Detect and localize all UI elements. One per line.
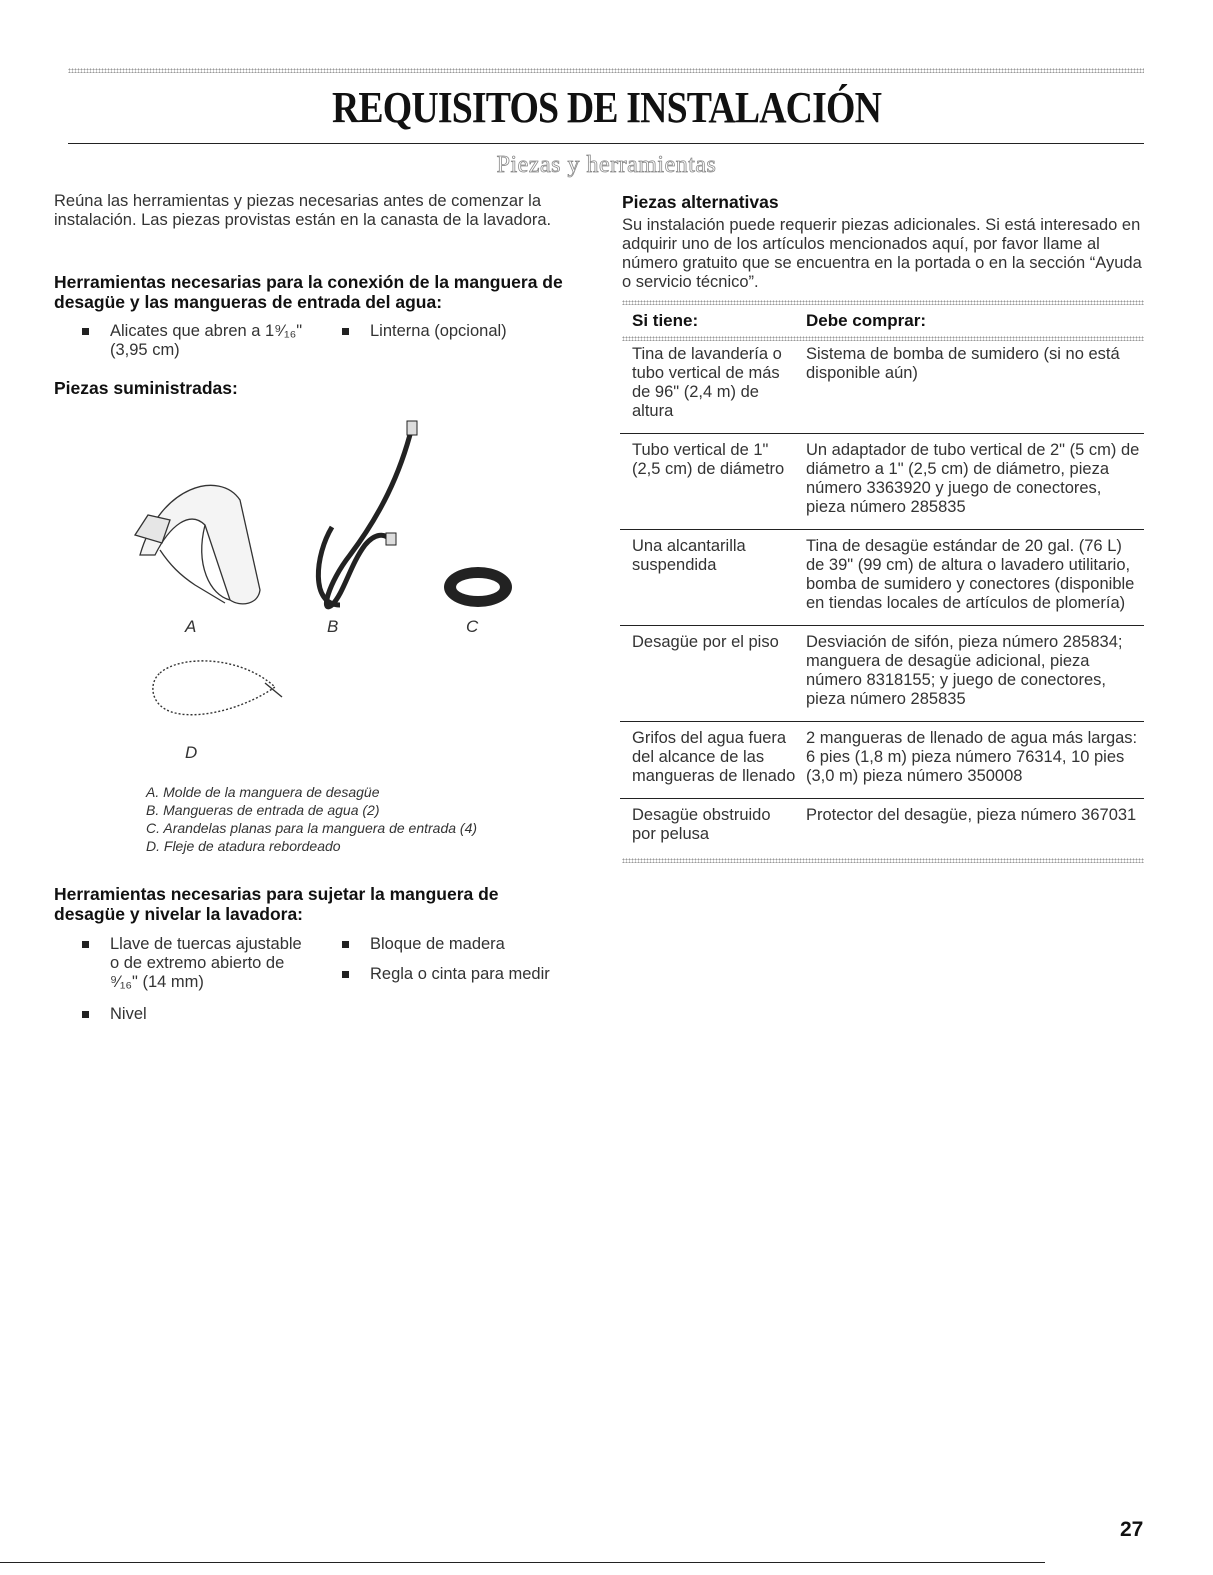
part-letter-a: A <box>185 617 197 636</box>
part-letter-b: B <box>327 617 339 636</box>
table-row <box>620 530 1144 626</box>
title-rule <box>68 143 1144 144</box>
caption-a: A. Molde de la manguera de desagüe <box>146 784 380 800</box>
tool-item <box>342 935 562 957</box>
part-letter-d: D <box>185 743 198 762</box>
table-row <box>620 626 1144 722</box>
table-row <box>620 722 1144 799</box>
cell-buy: Desviación de sifón, pieza número 285834; manguera de desagüe adicional, pieza número 8318155; y juego de conectores, pieza número 285835 <box>798 626 1144 722</box>
table-header-rule <box>622 336 1144 341</box>
flat-washer-image <box>444 567 512 607</box>
alt-parts-table <box>620 308 1144 856</box>
tool-item <box>82 935 322 997</box>
table-row <box>620 799 1144 857</box>
drain-hose-form-image <box>135 485 260 604</box>
section-subtitle: Piezas y herramientas <box>496 152 717 178</box>
table-row <box>620 338 1144 434</box>
table-header-row <box>620 308 1144 338</box>
table-bottom-rule <box>622 858 1144 863</box>
bullet-icon <box>82 328 89 335</box>
cell-buy: Tina de desagüe estándar de 20 gal. (76 L) de 39" (99 cm) de altura o lavadero utilitario, bomba de sumidero y conectores (disponible en tiendas locales de artículos de plomería) <box>798 530 1144 626</box>
tool-item-text: Regla o cinta para medir <box>370 965 550 983</box>
tools-heading: Herramientas necesarias para la conexión de la manguera de desagüe y las mangueras de entrada del agua: <box>54 272 563 312</box>
tool-item-text: Linterna (opcional) <box>370 322 507 340</box>
alt-parts-intro: Su instalación puede requerir piezas adicionales. Si está interesado en adquirir uno de los artículos mencionados aquí, por favor llame al número gratuito que se encuentra en la portada o en la sección “Ayuda o servicio técnico”. <box>622 216 1142 291</box>
bullet-icon <box>342 971 349 978</box>
parts-heading: Piezas suministradas: <box>54 378 238 398</box>
tool-item <box>82 1005 282 1027</box>
tools2-heading: Herramientas necesarias para sujetar la manguera de desagüe y nivelar la lavadora: <box>54 884 499 924</box>
tool-item <box>82 322 322 362</box>
alt-parts-heading: Piezas alternativas <box>622 192 779 212</box>
tool-item-text: Llave de tuercas ajustable o de extremo abierto de ⁹⁄₁₆" (14 mm) <box>110 935 302 991</box>
table-row <box>620 434 1144 530</box>
top-dotted-rule <box>68 68 1144 73</box>
page-title: REQUISITOS DE INSTALACIÓN <box>331 83 882 132</box>
page-number: 27 <box>1120 1518 1144 1541</box>
cell-have: Tina de lavandería o tubo vertical de más de 96" (2,4 m) de altura <box>632 345 782 420</box>
inlet-hose-image <box>318 421 417 607</box>
tool-item-text: Nivel <box>110 1005 147 1023</box>
tool-item <box>342 322 562 344</box>
cell-have: Tubo vertical de 1" (2,5 cm) de diámetro <box>620 434 798 530</box>
tool-item <box>342 965 582 987</box>
cell-have: Grifos del agua fuera del alcance de las mangueras de llenado <box>620 722 798 799</box>
col-header-buy: Debe comprar: <box>806 311 926 330</box>
intro-paragraph: Reúna las herramientas y piezas necesarias antes de comenzar la instalación. Las piezas provistas están en la canasta de la lavadora. <box>54 192 552 229</box>
cell-have: Desagüe obstruido por pelusa <box>620 799 798 857</box>
part-letter-c: C <box>466 617 479 636</box>
parts-captions <box>146 783 566 855</box>
bullet-icon <box>342 328 349 335</box>
bullet-icon <box>82 1011 89 1018</box>
table-top-rule <box>622 300 1144 305</box>
beaded-tie-strap-image <box>153 661 282 715</box>
cell-buy: Un adaptador de tubo vertical de 2" (5 cm) de diámetro a 1" (2,5 cm) de diámetro, pieza número 3363920 y juego de conectores, pieza número 285835 <box>798 434 1144 530</box>
cell-buy: 2 mangueras de llenado de agua más largas: 6 pies (1,8 m) pieza número 76314, 10 pies (3,0 m) pieza número 350008 <box>798 722 1144 799</box>
footer-rule <box>0 1562 1045 1563</box>
bullet-icon <box>342 941 349 948</box>
col-header-have: Si tiene: <box>632 311 699 330</box>
caption-b: B. Mangueras de entrada de agua (2) <box>146 802 380 818</box>
parts-illustration <box>100 415 540 735</box>
cell-have: Una alcantarilla suspendida <box>620 530 798 626</box>
cell-have: Desagüe por el piso <box>620 626 798 722</box>
caption-c: C. Arandelas planas para la manguera de entrada (4) <box>146 820 478 836</box>
cell-buy: Sistema de bomba de sumidero (si no está disponible aún) <box>806 345 1120 382</box>
caption-d: D. Fleje de atadura rebordeado <box>146 838 341 854</box>
tool-item-text: Alicates que abren a 1⁹⁄₁₆" (3,95 cm) <box>110 322 303 359</box>
bullet-icon <box>82 941 89 948</box>
tool-item-text: Bloque de madera <box>370 935 505 953</box>
cell-buy: Protector del desagüe, pieza número 367031 <box>798 799 1144 857</box>
